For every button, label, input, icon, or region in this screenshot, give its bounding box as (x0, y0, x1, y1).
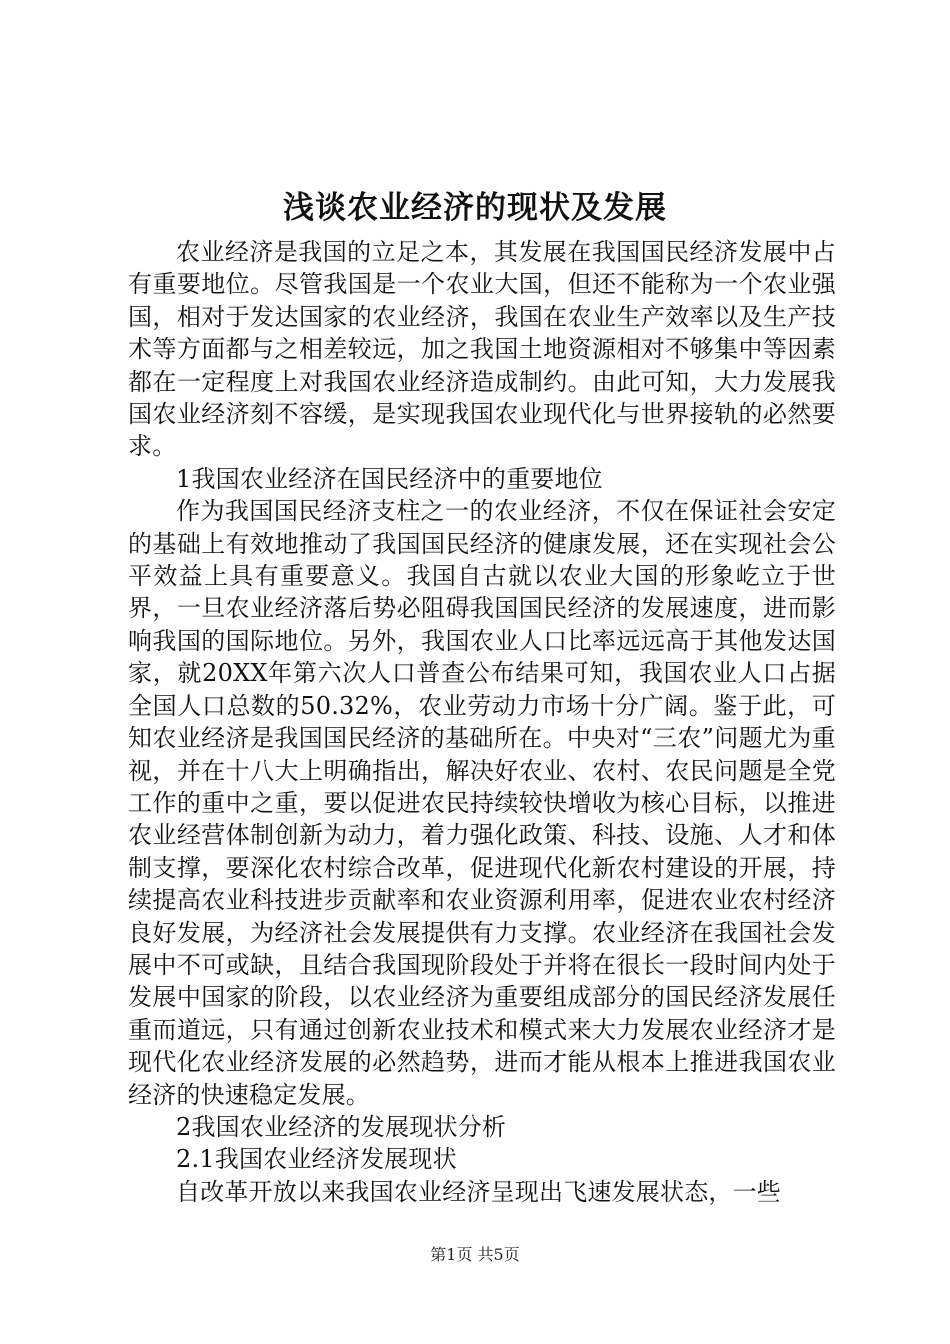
subsection-heading-2-1: 2.1我国农业经济发展现状 (176, 1145, 457, 1174)
subsection-2-1-paragraph: 自改革开放以来我国农业经济呈现出飞速发展状态，一些 (176, 1177, 781, 1206)
document-body (128, 236, 836, 1208)
section-heading-2: 2我国农业经济的发展现状分析 (176, 1112, 507, 1141)
document-title: 浅谈农业经济的现状及发展 (283, 190, 667, 226)
page-footer: 第1页 共5页 (430, 1245, 520, 1264)
section-heading-1: 1我国农业经济在国民经济中的重要地位 (176, 464, 603, 493)
section-1-paragraph: 作为我国国民经济支柱之一的农业经济，不仅在保证社会安定的基础上有效地推动了我国国民经济的健康发展，还在实现社会公平效益上具有重要意义。我国自古就以农业大国的形象屹立于世界，一旦农业经济落后势必阻碍我国国民经济的发展速度，进而影响我国的国际地位。另外，我国农业人口比率远远高于其他发达国家，就20XX年第六次人口普查公布结果可知，我国农业人口占据全国人口总数的50.32%，农业劳动力市场十分广阔。鉴于此，可知农业经济是我国国民经济的基础所在。中央对“三农”问题尤为重视，并在十八大上明确指出，解决好农业、农村、农民问题是全党工作的重中之重，要以促进农民持续较快增收为核心目标，以推进农业经营体制创新为动力，着力强化政策、科技、设施、人才和体制支撑，要深化农村综合改革，促进现代化新农村建设的开展，持续提高农业科技进步贡献率和农业资源利用率，促进农业农村经济良好发展，为经济社会发展提供有力支撑。农业经济在我国社会发展中不可或缺，且结合我国现阶段处于并将在很长一段时间内处于发展中国家的阶段，以农业经济为重要组成部分的国民经济发展任重而道远，只有通过创新农业技术和模式来大力发展农业经济才是现代化农业经济发展的必然趋势，进而才能从根本上推进我国农业经济的快速稳定发展。 (128, 497, 836, 1109)
intro-paragraph: 农业经济是我国的立足之本，其发展在我国国民经济发展中占有重要地位。尽管我国是一个农业大国，但还不能称为一个农业强国，相对于发达国家的农业经济，我国在农业生产效率以及生产技术等方面都与之相差较远，加之我国土地资源相对不够集中等因素都在一定程度上对我国农业经济造成制约。由此可知，大力发展我国农业经济刻不容缓，是实现我国农业现代化与世界接轨的必然要求。 (128, 238, 836, 461)
